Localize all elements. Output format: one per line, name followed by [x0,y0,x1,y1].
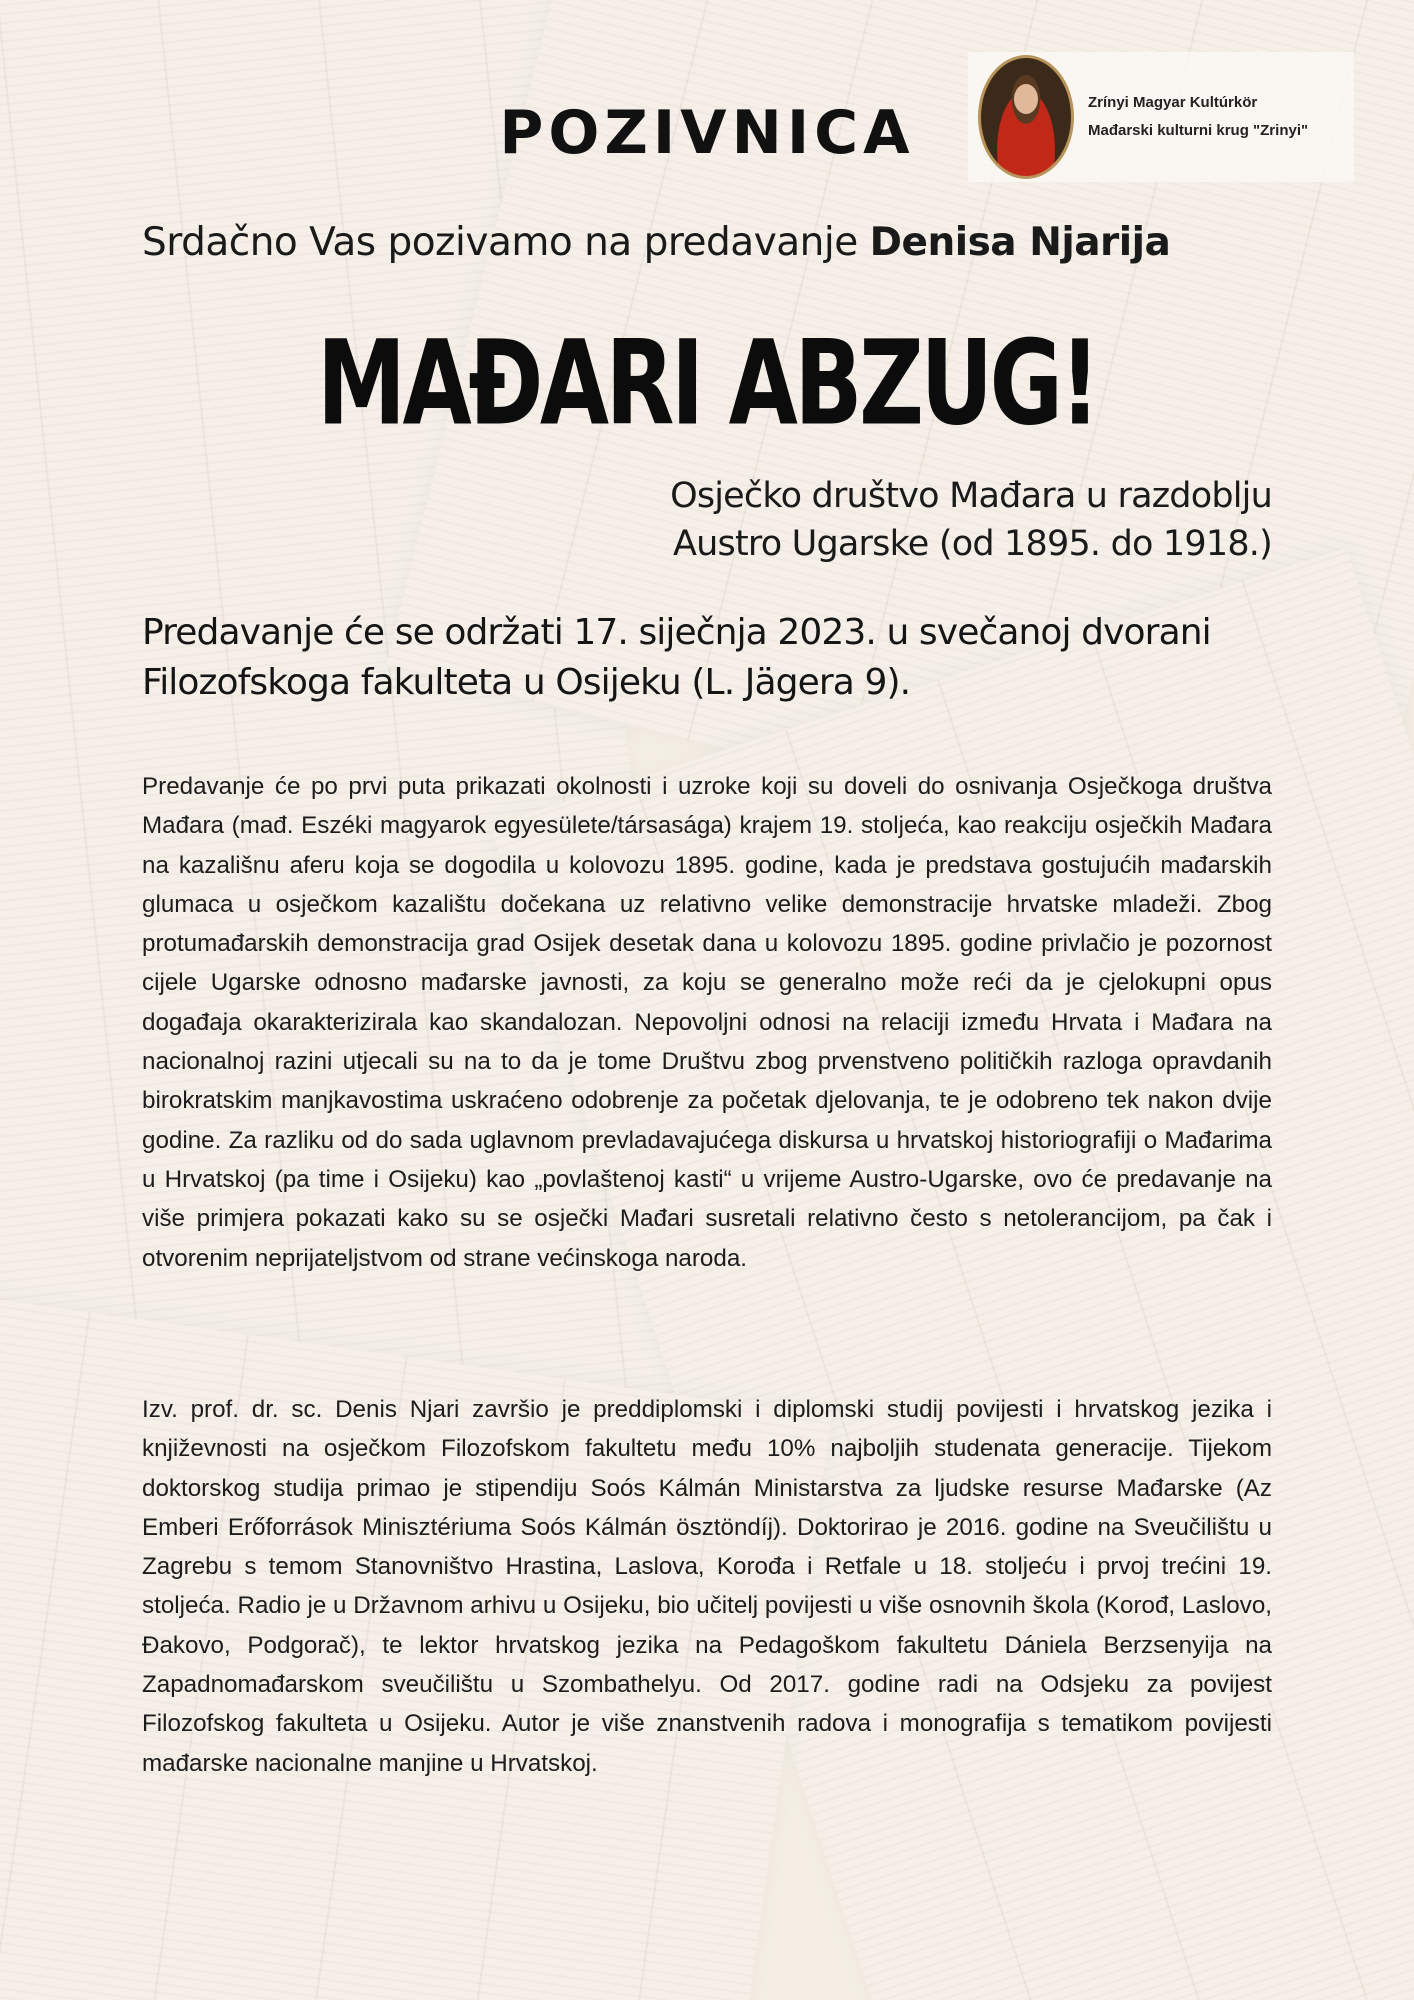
subtitle-line-1: Osječko društvo Mađara u razdoblju [670,476,1272,516]
speaker-biography: Izv. prof. dr. sc. Denis Njari završio je preddiplomski i diplomski studij povijesti i hrvatskog jezika i književnosti na osječkom Filozofskom fakultetu među 10% najboljih studenata generacije. Tijekom doktorskog studija primao je stipendiju Soós Kálmán Ministarstva za ljudske resurse Mađarske (Az Emberi Erőforrások Minisztériuma Soós Kálmán ösztöndíj). Doktorirao je 2016. godine na Sveučilištu u Zagrebu s temom Stanovništvo Hrastina, Laslova, Korođa i Retfale u 18. stoljeću i prvoj trećini 19. stoljeća. Radio je u Državnom arhivu u Osijeku, bio učitelj povijesti u više osnovnih škola (Korođ, Laslovo, Đakovo, Podgorač), te lektor hrvatskog jezika na Pedagoškom fakultetu Dániela Berzsenyija na Zapadnomađarskom sveučilištu u Szombathelyu. Od 2017. godine radi na Odsjeku za povijest Filozofskog fakulteta u Osijeku. Autor je više znanstvenih radova i monografija s tematikom povijesti mađarske nacionalne manjine u Hrvatskoj. [142,1396,1272,1777]
organization-name-croatian: Mađarski kulturni krug "Zrinyi" [1088,122,1309,139]
speaker-name: Denisa Njarija [869,220,1171,265]
lecture-description: Predavanje će po prvi puta prikazati okolnosti i uzroke koji su doveli do osnivanja Osječkoga društva Mađara (mađ. Eszéki magyarok egyesülete/társasága) krajem 19. stoljeća, kao reakciju osječkih Mađara na kazališnu aferu koja se dogodila u kolovozu 1895. godine, kada je predstava gostujućih mađarskih glumaca u osječkom kazalištu dočekana uz relativno velike demonstracije hrvatske mladeži. Zbog protumađarskih demonstracija grad Osijek desetak dana u kolovozu 1895. godine privlačio je pozornost cijele Ugarske odnosno mađarske javnosti, za koju se generalno može reći da je cjelokupni opus događaja okarakterizirala kao skandalozan. Nepovoljni odnosi na relaciji između Hrvata i Mađara na nacionalnoj razini utjecali su na to da je tome Društvu zbog prvenstveno političkih razloga opravdanih birokratskim manjkavostima uskraćeno odobrenje za početak djelovanja, te je odobreno tek nakon dvije godine. Za razliku od do sada uglavnom prevladavajućega diskursa u hrvatskoj historiografiji o Mađarima u Hrvatskoj (pa time i Osijeku) kao „povlaštenoj kasti“ u vrijeme Austro-Ugarske, ovo će predavanje na više primjera pokazati kako su se osječki Mađari susretali relativno često s netolerancijom, pa čak i otvorenim neprijateljstvom od strane većinskoga naroda. [142,773,1272,1272]
organization-name-hungarian: Zrínyi Magyar Kultúrkör [1088,94,1258,111]
event-date-location: Predavanje će se održati 17. siječnja 2023. u svečanoj dvorani Filozofskoga fakulteta u Osijeku (L. Jägera 9). [142,612,1211,703]
page-title: POZIVNICA [499,98,915,168]
lecture-headline: MAĐARI ABZUG! [316,314,1098,452]
lecture-subtitle [372,472,1272,568]
subtitle-line-2: Austro Ugarske (od 1895. do 1918.) [673,524,1272,564]
invitation-line [142,220,1170,265]
invitation-lead: Srdačno Vas pozivamo na predavanje [142,220,858,265]
